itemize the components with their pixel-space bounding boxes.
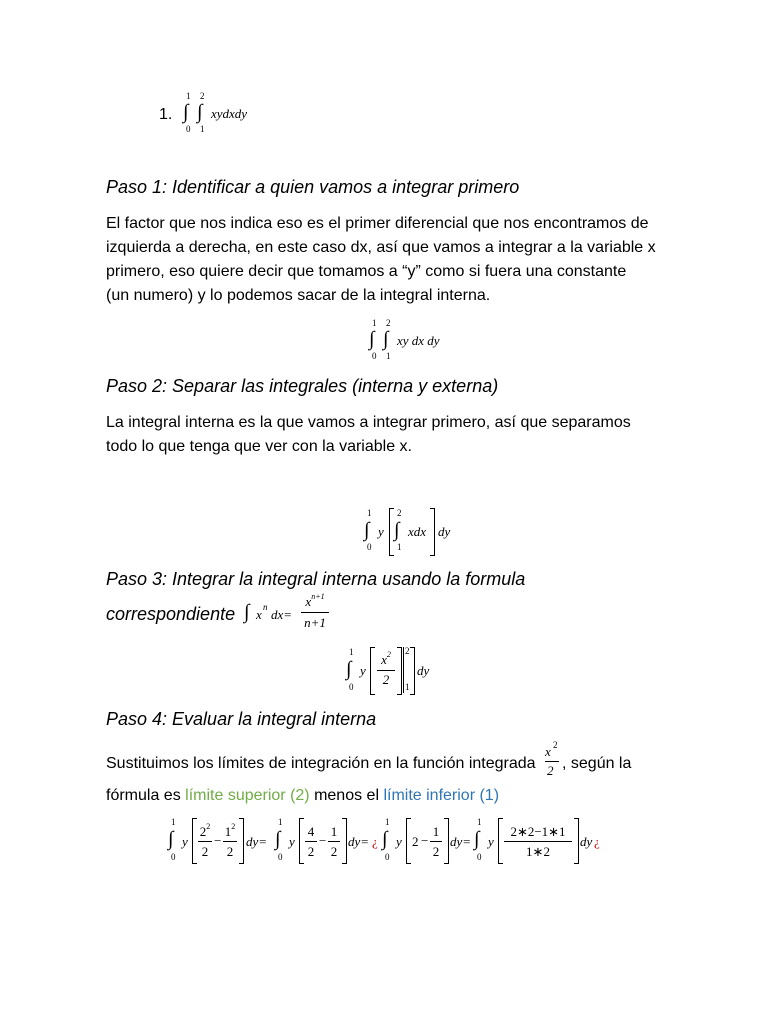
fraction-denominator: 2 <box>330 844 338 859</box>
paragraph-line: todo lo que tenga que ver con la variable x. <box>106 438 412 455</box>
paragraph-line: primero, eso quiere decir que tomamos a “y” como si fuera una constante <box>106 263 627 280</box>
lower-limit: 0 <box>385 852 390 862</box>
lower-limit: 1 <box>200 124 205 134</box>
right-bracket <box>574 818 579 864</box>
right-bracket <box>430 508 435 556</box>
integral-sign: ∫ <box>369 328 375 350</box>
fraction-bar <box>430 841 442 842</box>
lower-limit: 1 <box>397 542 402 552</box>
right-bracket <box>239 818 244 864</box>
inverted-question-mark: ¿ <box>372 834 378 849</box>
step2-heading: Paso 2: Separar las integrales (interna y externa) <box>106 376 499 396</box>
lower-limit: 0 <box>171 852 176 862</box>
step1-heading: Paso 1: Identificar a quien vamos a integrar primero <box>106 177 520 197</box>
step2-equation <box>364 507 474 557</box>
minus-sign: − <box>319 833 327 848</box>
fraction-denominator: 2 <box>382 672 390 687</box>
inner-integrand: xdx <box>408 524 427 539</box>
step4-equation <box>168 816 608 866</box>
fraction-numerator: x <box>545 744 551 759</box>
right-bracket <box>444 818 449 864</box>
fraction-numerator: 2∗2−1∗1 <box>510 824 566 839</box>
integral-sign: ∫ <box>383 328 389 350</box>
fraction-bar <box>301 612 329 613</box>
left-bracket <box>299 818 304 864</box>
step1-equation <box>369 318 459 364</box>
outer-differential: dy <box>417 663 430 678</box>
integral-sign: ∫ <box>364 519 370 541</box>
paragraph-line: izquierda a derecha, en este caso dx, así que vamos a integrar a la variable x <box>106 239 656 256</box>
formula-base: x <box>256 607 262 622</box>
right-bracket <box>410 647 415 695</box>
lower-limit: 0 <box>372 351 377 361</box>
step4-line1 <box>106 752 536 776</box>
step3-heading: Paso 3: Integrar la integral interna usando la formula <box>106 569 526 589</box>
integrand: xy dx dy <box>397 333 440 348</box>
upper-limit-label: límite superior (2) <box>185 787 310 804</box>
numerator-exponent: 2 <box>231 822 236 831</box>
dy-equals: dy= <box>450 834 472 849</box>
lower-limit: 1 <box>386 351 391 361</box>
item-number: 1. <box>159 106 173 123</box>
integral-sign: ∫ <box>346 658 352 680</box>
outer-differential: dy <box>438 524 451 539</box>
numerator-exponent: 2 <box>206 822 211 831</box>
step3-heading-cont: correspondiente <box>106 604 236 624</box>
fraction-bar <box>504 841 572 842</box>
power-rule-formula <box>244 593 339 633</box>
variable-y: y <box>360 663 366 678</box>
fraction-numerator <box>198 824 212 840</box>
step4-text: menos el <box>309 787 384 804</box>
fraction-bar <box>198 841 212 842</box>
minus-sign: − <box>214 833 222 848</box>
step4-line2 <box>106 784 499 808</box>
fraction-numerator: 1 <box>330 824 338 839</box>
upper-limit: 1 <box>385 817 390 827</box>
upper-limit: 1 <box>349 647 354 657</box>
fraction-denominator: 2 <box>201 844 209 859</box>
inverted-question-mark: ¿ <box>594 834 600 849</box>
integral-sign: ∫ <box>474 828 480 850</box>
problem-equation <box>183 90 263 136</box>
lower-limit-label: límite inferior (1) <box>383 787 500 804</box>
upper-limit: 1 <box>278 817 283 827</box>
right-bracket <box>342 818 347 864</box>
upper-limit: 1 <box>171 817 176 827</box>
integrand: xydxdy <box>211 106 248 121</box>
fraction-numerator: 4 <box>307 824 315 839</box>
fraction-denominator: 2 <box>226 844 234 859</box>
numerator-base: x <box>305 594 312 609</box>
paragraph-line: El factor que nos indica eso es el primer diferencial que nos encontramos de <box>106 215 649 232</box>
fraction-exponent: 2 <box>553 740 558 750</box>
whole-number: 2 <box>412 834 419 849</box>
numerator-exponent: 2 <box>386 650 391 659</box>
numerator-base: x <box>381 652 387 667</box>
left-bracket <box>370 647 375 695</box>
evaluation-bar <box>403 647 404 693</box>
fraction-denominator: 2 <box>307 844 315 859</box>
formula-dx: dx= <box>271 607 293 622</box>
fraction-bar <box>305 841 317 842</box>
formula-exponent: n <box>263 602 268 612</box>
step4-text: fórmula es <box>106 787 186 804</box>
variable-y: y <box>289 834 295 849</box>
numerator-value: 2 <box>199 824 207 839</box>
step1-paragraph <box>106 212 706 308</box>
left-bracket <box>406 818 411 864</box>
fraction-denominator: 2 <box>432 844 440 859</box>
lower-limit: 0 <box>278 852 283 862</box>
upper-limit: 2 <box>386 318 391 328</box>
step2-paragraph <box>106 411 706 459</box>
fraction-numerator <box>223 824 237 840</box>
fraction-numerator: 1 <box>432 824 440 839</box>
step4-line1-end: , según la <box>562 755 632 772</box>
right-bracket <box>397 647 402 695</box>
left-bracket <box>498 818 503 864</box>
fraction-bar <box>328 841 340 842</box>
integral-sign: ∫ <box>197 101 203 123</box>
fraction-bar <box>377 670 395 671</box>
upper-limit: 1 <box>367 508 372 518</box>
outer-differential: dy <box>580 834 593 849</box>
integral-sign: ∫ <box>275 828 281 850</box>
lower-limit: 0 <box>349 682 354 692</box>
formula-denominator: n+1 <box>304 615 326 630</box>
dy-equals: dy= <box>348 834 370 849</box>
step3-equation <box>346 646 436 696</box>
variable-y: y <box>378 524 384 539</box>
lower-limit: 0 <box>186 124 191 134</box>
paragraph-line: (un numero) y lo podemos sacar de la integral interna. <box>106 287 491 304</box>
variable-y: y <box>182 834 188 849</box>
numerator-exponent: n+1 <box>311 592 325 601</box>
paragraph-line: La integral interna es la que vamos a integrar primero, así que separamos <box>106 414 631 431</box>
left-bracket <box>192 818 197 864</box>
numerator-value: 1 <box>224 824 232 839</box>
lower-limit: 0 <box>367 542 372 552</box>
integral-sign: ∫ <box>394 519 400 541</box>
fraction-denominator: 1∗2 <box>526 844 550 859</box>
fraction-denominator: 2 <box>547 763 554 778</box>
step4-heading: Paso 4: Evaluar la integral interna <box>106 709 377 729</box>
integral-sign: ∫ <box>183 101 189 123</box>
integral-sign: ∫ <box>168 828 174 850</box>
integrated-function-fraction <box>543 741 563 781</box>
eval-lower: 1 <box>405 682 410 692</box>
dy-equals: dy= <box>246 834 268 849</box>
fraction-bar <box>223 841 237 842</box>
formula-numerator <box>301 594 329 610</box>
integral-sign: ∫ <box>244 601 250 623</box>
upper-limit: 1 <box>477 817 482 827</box>
upper-limit: 1 <box>372 318 377 328</box>
upper-limit: 2 <box>200 91 205 101</box>
variable-y: y <box>488 834 494 849</box>
minus-sign: − <box>421 833 429 848</box>
upper-limit: 1 <box>186 91 191 101</box>
eval-upper: 2 <box>405 646 410 656</box>
fraction-bar <box>545 761 559 762</box>
integral-sign: ∫ <box>382 828 388 850</box>
lower-limit: 0 <box>477 852 482 862</box>
variable-y: y <box>396 834 402 849</box>
upper-limit: 2 <box>397 508 402 518</box>
fraction-numerator <box>377 652 395 668</box>
step4-text: Sustituimos los límites de integración en la función integrada <box>106 755 536 772</box>
